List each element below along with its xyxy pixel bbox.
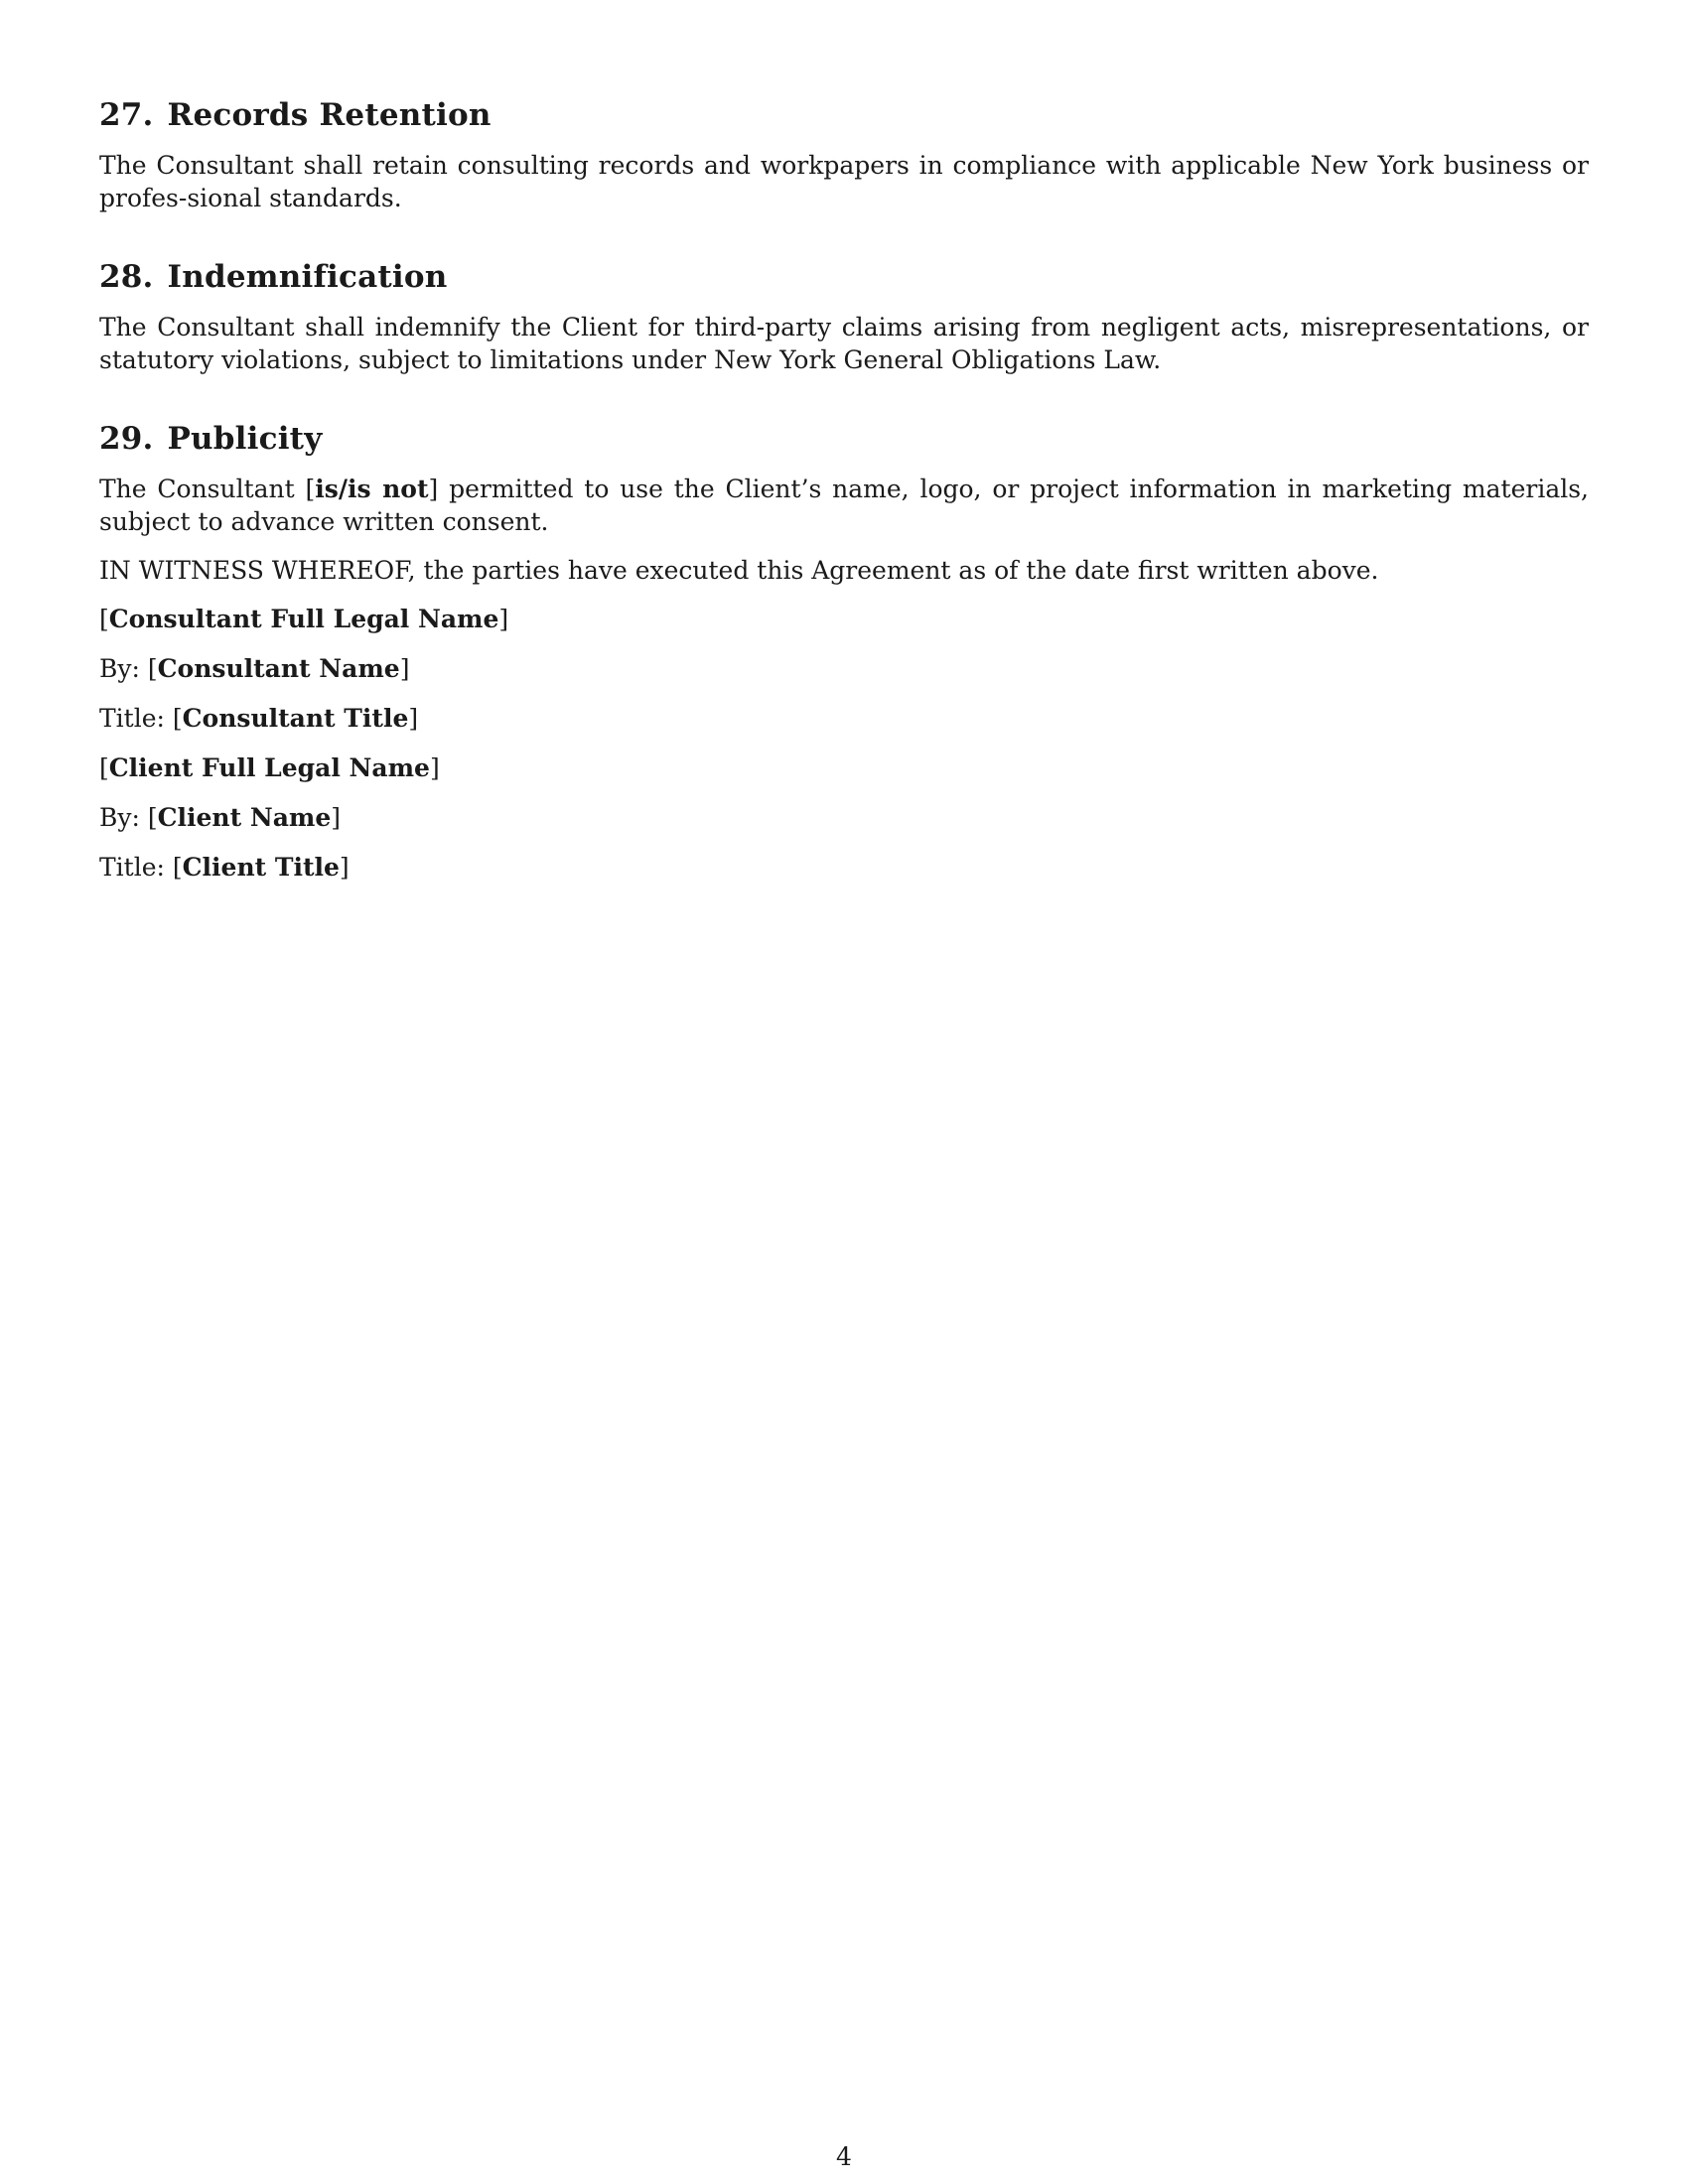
section-number: 28.: [99, 259, 154, 295]
witness-clause: IN WITNESS WHEREOF, the parties have executed this Agreement as of the date first written above.: [99, 556, 1379, 585]
section-body: The Consultant shall indemnify the Client for third-party claims arising from negligent acts, misrepresentations, or statutory violations, subject to limitations under New York General Obligations Law.: [99, 313, 1589, 374]
section-body: The Consultant shall retain consulting records and workpapers in compliance with applicable New York business or profes-sional standards.: [99, 151, 1589, 212]
page-number: 4: [836, 2142, 852, 2171]
consultant-legal-name: [Consultant Full Legal Name]: [99, 605, 509, 633]
consultant-signature-block: [99, 603, 1589, 735]
by-label: By:: [99, 803, 140, 832]
placeholder-field: Client Full Legal Name: [108, 753, 430, 782]
section-heading: [99, 95, 1589, 135]
client-signature-block: [99, 751, 1589, 884]
placeholder-field: Consultant Name: [157, 654, 400, 683]
placeholder-field: Client Name: [157, 803, 332, 832]
by-label: By:: [99, 654, 140, 683]
section-28: [99, 257, 1589, 376]
consultant-by-line: By: [Consultant Name]: [99, 654, 410, 683]
placeholder-field: Consultant Full Legal Name: [108, 605, 499, 633]
section-29: [99, 419, 1589, 538]
section-title: Publicity: [167, 421, 323, 457]
section-body: [99, 473, 1589, 538]
placeholder-field: Consultant Title: [182, 704, 409, 733]
section-number: 27.: [99, 97, 154, 133]
section-title: Indemnification: [167, 259, 448, 295]
section-heading: [99, 419, 1589, 459]
body-text: ] permitted to use the Client’s name, logo, or project information in marketing materials, subject to advance written consent.: [99, 475, 1590, 536]
title-label: Title:: [99, 704, 165, 733]
section-number: 29.: [99, 421, 154, 457]
document-page: [99, 95, 1589, 900]
title-label: Title:: [99, 853, 165, 882]
client-legal-name: [Client Full Legal Name]: [99, 753, 440, 782]
placeholder-option: is/is not: [315, 475, 429, 503]
section-27: [99, 95, 1589, 214]
client-by-line: By: [Client Name]: [99, 803, 342, 832]
placeholder-field: Client Title: [182, 853, 340, 882]
section-title: Records Retention: [167, 97, 492, 133]
consultant-title-line: Title: [Consultant Title]: [99, 704, 419, 733]
body-text: The Consultant [: [99, 475, 316, 503]
client-title-line: Title: [Client Title]: [99, 853, 350, 882]
section-heading: [99, 257, 1589, 297]
